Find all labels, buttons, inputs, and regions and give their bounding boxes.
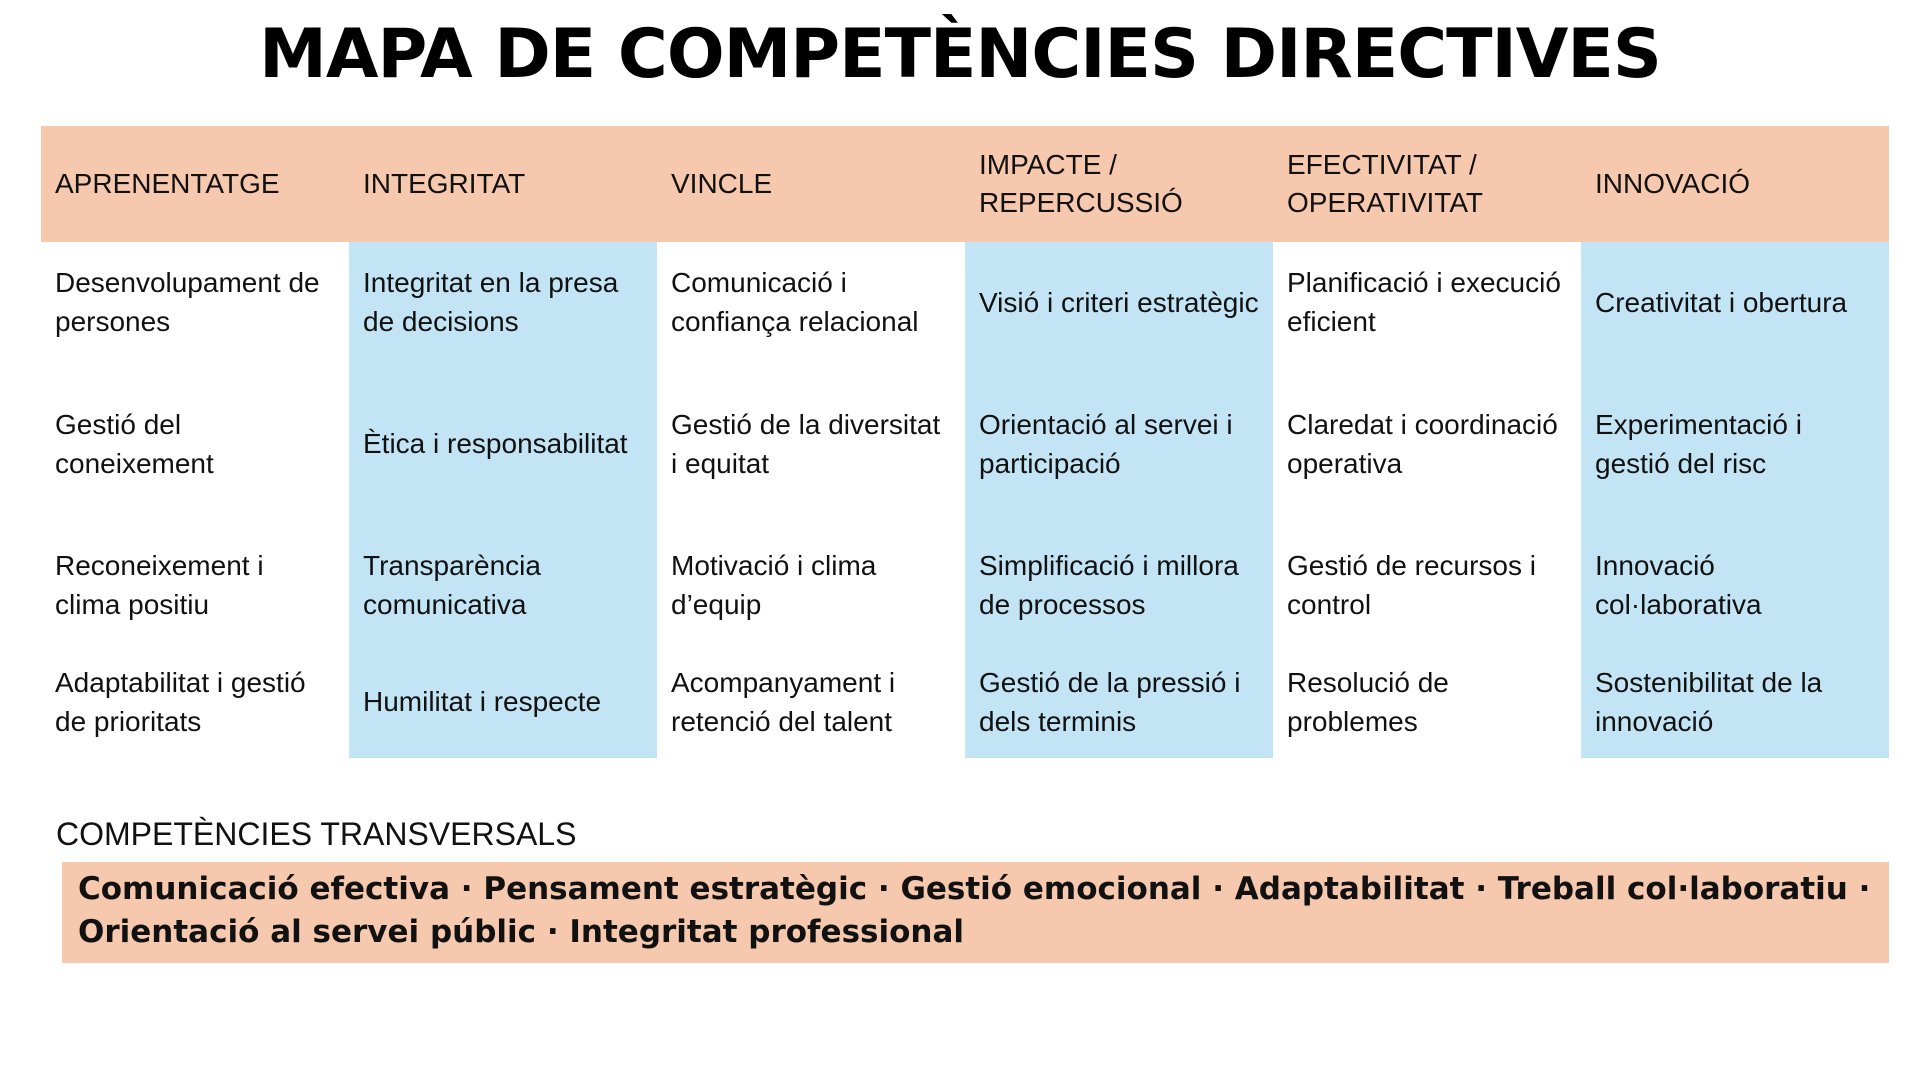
table-cell: Sostenibilitat de la innovació [1595,666,1823,737]
column-header-aprenentatge: APRENENTATGE [55,168,280,199]
table-cell: Creativitat i obertura [1595,286,1848,318]
table-cell: Orientació al servei i participació [979,408,1233,479]
column-impacte [965,242,1273,758]
table-cell: Desenvolupament de persones [55,267,320,337]
column-vincle [657,242,965,758]
transversal-competencies-box: Comunicació efectiva · Pensament estratègic · Gestió emocional · Adaptabilitat · Treball col·laboratiu · Orientació al servei públic · Integritat professional [62,862,1889,963]
table-cell: Innovació col·laborativa [1595,550,1762,620]
table-cell: Planificació i execució eficient [1287,267,1561,337]
table-body [41,242,1889,758]
competency-table [41,126,1889,758]
table-cell: Visió i criteri estratègic [979,286,1259,318]
column-header-efectivitat: EFECTIVITAT / OPERATIVITAT [1287,149,1484,218]
table-cell: Gestió del coneixement [55,408,214,479]
page-title: MAPA DE COMPETÈNCIES DIRECTIVES [259,15,1661,94]
table-cell: Gestió de la pressió i dels terminis [979,666,1241,737]
table-cell: Simplificació i millora de processos [979,550,1239,620]
table-header-row [41,126,1889,242]
table-cell: Motivació i clima d’equip [671,550,877,620]
table-cell: Integritat en la presa de decisions [363,267,619,337]
table-cell: Gestió de la diversitat i equitat [671,408,941,479]
column-innovacio [1581,242,1889,758]
column-efectivitat [1273,242,1581,758]
column-header-integritat: INTEGRITAT [363,168,526,199]
table-cell: Claredat i coordinació operativa [1287,408,1558,479]
table-cell: Comunicació i confiança relacional [671,267,919,337]
transversal-heading: COMPETÈNCIES TRANSVERSALS [56,816,577,852]
table-cell: Experimentació i gestió del risc [1595,408,1802,479]
column-aprenentatge [41,242,349,758]
table-cell: Humilitat i respecte [363,686,602,717]
column-header-innovacio: INNOVACIÓ [1595,168,1751,199]
column-header-impacte: IMPACTE / REPERCUSSIÓ [979,149,1183,218]
table-cell: Transparència comunicativa [363,550,541,620]
table-cell: Resolució de problemes [1287,666,1449,737]
column-header-vincle: VINCLE [671,168,773,199]
table-cell: Gestió de recursos i control [1287,550,1536,620]
table-cell: Ètica i responsabilitat [363,428,628,459]
table-cell: Adaptabilitat i gestió de prioritats [55,666,306,737]
column-integritat [349,242,657,758]
table-cell: Reconeixement i clima positiu [55,550,264,620]
table-cell: Acompanyament i retenció del talent [671,666,896,737]
